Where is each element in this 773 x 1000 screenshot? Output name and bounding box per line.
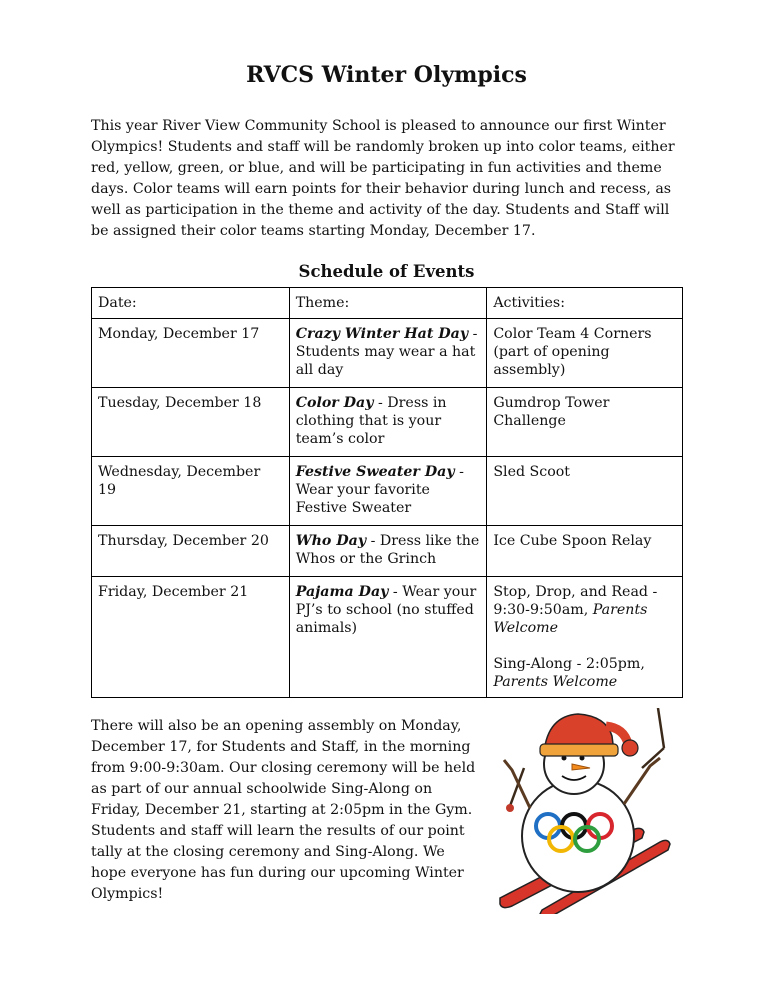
theme-cell [289,457,487,526]
activity-cell: Ice Cube Spoon Relay [487,526,683,577]
theme-cell [289,577,487,698]
activity-line [493,583,676,637]
theme-name: Festive Sweater Day [295,464,455,480]
theme-cell [289,526,487,577]
activity-line [493,655,676,691]
theme-description: - Wear your favorite Festive Sweater [295,464,464,516]
table-row [92,388,683,457]
schedule-heading: Schedule of Events [298,262,475,281]
schedule-table [91,287,683,698]
activity-text: Stop, Drop, and Read - 9:30-9:50am, [493,584,658,618]
date-cell: Friday, December 21 [92,577,290,698]
spacer [493,637,676,655]
activity-note: Parents Welcome [493,602,648,636]
table-row [92,319,683,388]
theme-name: Color Day [295,395,374,411]
date-cell: Tuesday, December 18 [92,388,290,457]
date-cell: Thursday, December 20 [92,526,290,577]
intro-paragraph: This year River View Community School is pleased to announce our first Winter Olympics! Students and staff will be randomly broken up into color teams, either red, yellow, green, or blue, and will be participating in fun activities and theme days. Color teams will earn points for their behavior during lunch and recess, as well as participation in the theme and activity of the day. Students and Staff will be assigned their color teams starting Monday, December 17. [91,118,675,239]
closing-paragraph: There will also be an opening assembly on Monday, December 17, for Students and Staff, in the morning from 9:00-9:30am. Our closing ceremony will be held as part of our annual schoolwide Sing-Along on Friday, December 21, starting at 2:05pm in the Gym. Students and staff will learn the results of our point tally at the closing ceremony and Sing-Along. We hope everyone has fun during our upcoming Winter Olympics! [91,718,476,902]
header-theme: Theme: [289,288,487,319]
header-activities: Activities: [487,288,683,319]
table-row [92,526,683,577]
theme-description: - Dress in clothing that is your team’s color [295,395,447,447]
date-cell: Monday, December 17 [92,319,290,388]
activity-cell: Sled Scoot [487,457,683,526]
activity-note: Parents Welcome [493,674,618,690]
activity-cell: Gumdrop Tower Challenge [487,388,683,457]
table-row [92,577,683,698]
pole-basket [506,804,514,812]
snowman-skier-illustration [482,708,682,914]
theme-name: Pajama Day [295,584,389,600]
theme-description: - Wear your PJ’s to school (no stuffed animals) [295,584,477,636]
table-row [92,457,683,526]
theme-description: - Students may wear a hat all day [295,326,478,378]
theme-cell [289,388,487,457]
winter-hat [540,714,638,756]
theme-description: - Dress like the Whos or the Grinch [295,533,480,567]
date-cell: Wednesday, December 19 [92,457,290,526]
theme-name: Crazy Winter Hat Day [295,326,469,342]
activity-text: Sing-Along - 2:05pm, [493,656,645,672]
activity-cell [487,577,683,698]
theme-cell [289,319,487,388]
table-header-row [92,288,683,319]
page-title: RVCS Winter Olympics [246,62,527,88]
header-date: Date: [92,288,290,319]
activity-cell: Color Team 4 Corners (part of opening assembly) [487,319,683,388]
theme-name: Who Day [295,533,367,549]
